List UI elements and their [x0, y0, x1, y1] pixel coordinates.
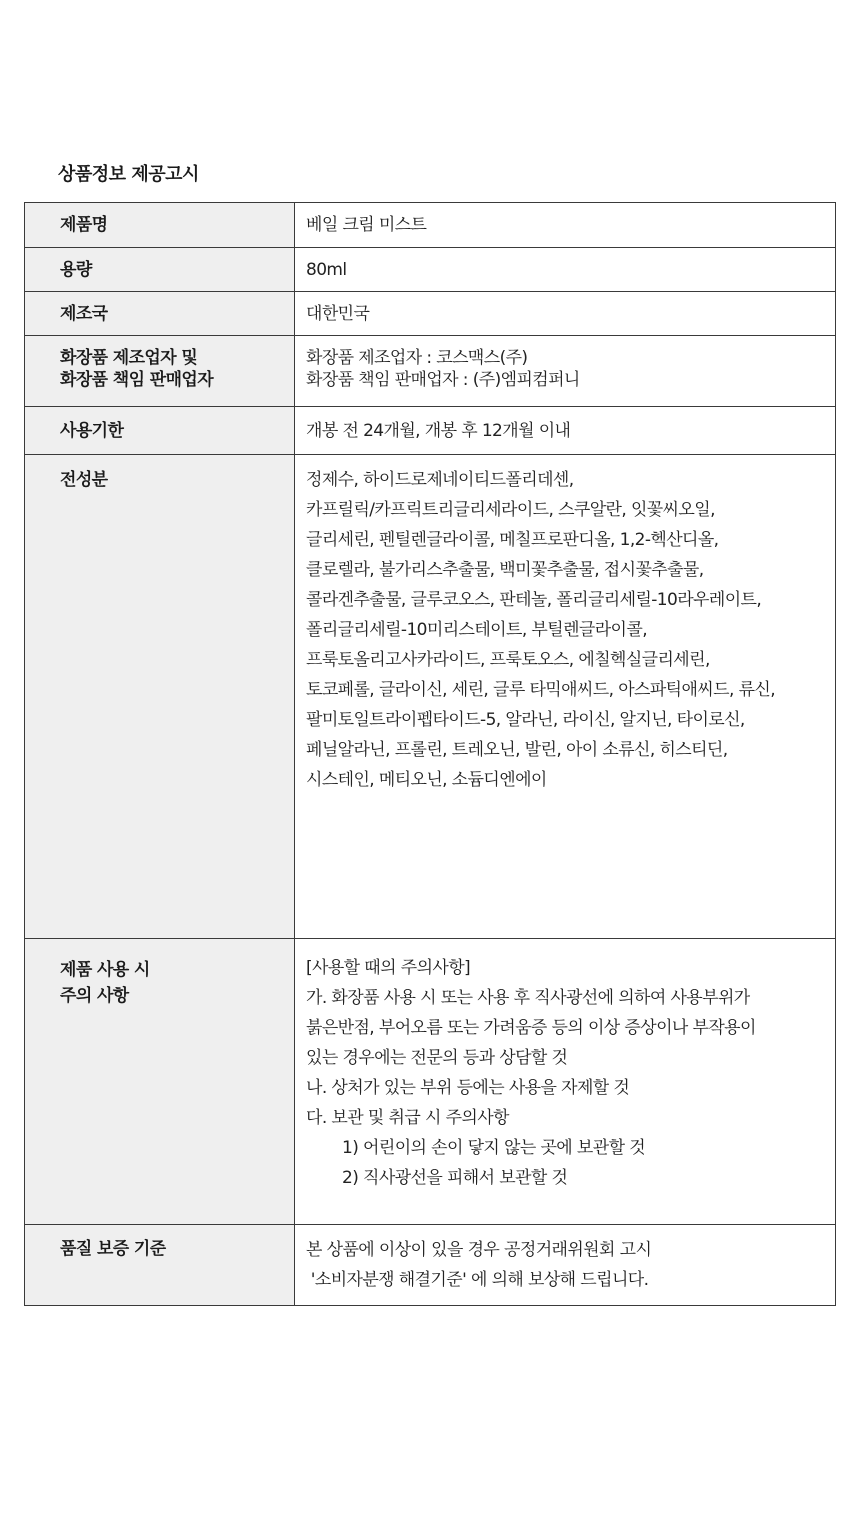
ingredient-line: 팔미토일트라이펩타이드-5, 알라닌, 라이신, 알지닌, 타이로신, — [306, 710, 745, 730]
ingredient-line: 시스테인, 메티오닌, 소듐디엔에이 — [306, 770, 547, 790]
row-value — [295, 407, 836, 455]
row-label — [25, 336, 295, 407]
table-row-ingredients — [25, 455, 836, 939]
row-value — [295, 455, 836, 939]
ingredient-line: 카프릴릭/카프릭트리글리세라이드, 스쿠알란, 잇꽃씨오일, — [306, 500, 715, 520]
caution-item: 가. 화장품 사용 시 또는 사용 후 직사광선에 의하여 사용부위가 — [306, 988, 750, 1008]
caution-heading: [사용할 때의 주의사항] — [306, 958, 471, 978]
row-value — [295, 939, 836, 1225]
row-label-text: 사용기한 — [60, 421, 124, 441]
row-label-text: 주의 사항 — [60, 986, 129, 1006]
expiry-value: 개봉 전 24개월, 개봉 후 12개월 이내 — [306, 421, 571, 441]
caution-sub-item: 2) 직사광선을 피해서 보관할 것 — [342, 1168, 568, 1188]
caution-sub-item: 1) 어린이의 손이 닿지 않는 곳에 보관할 것 — [342, 1138, 646, 1158]
row-label-text: 제품 사용 시 — [60, 960, 150, 980]
product-info-table — [24, 202, 836, 1306]
table-row-manufacturer — [25, 336, 836, 407]
seller-value: 화장품 책임 판매업자 : (주)엠피컴퍼니 — [306, 370, 580, 390]
ingredient-line: 토코페롤, 글라이신, 세린, 글루 타믹애씨드, 아스파틱애씨드, 류신, — [306, 680, 776, 700]
country-value: 대한민국 — [306, 304, 370, 324]
row-value — [295, 292, 836, 336]
row-label-text: 용량 — [60, 260, 92, 280]
table-row-caution — [25, 939, 836, 1225]
row-label — [25, 1225, 295, 1306]
row-value — [295, 248, 836, 292]
ingredient-line: 글리세린, 펜틸렌글라이콜, 메칠프로판디올, 1,2-헥산디올, — [306, 530, 719, 550]
volume-value: 80ml — [306, 260, 347, 280]
quality-value-line: 본 상품에 이상이 있을 경우 공정거래위원회 고시 — [306, 1240, 652, 1260]
ingredient-line: 정제수, 하이드로제네이티드폴리데센, — [306, 470, 574, 490]
ingredient-line: 페닐알라닌, 프롤린, 트레오닌, 발린, 아이 소류신, 히스티딘, — [306, 740, 728, 760]
manufacturer-value: 화장품 제조업자 : 코스맥스(주) — [306, 348, 528, 368]
ingredient-line: 프룩토올리고사카라이드, 프룩토오스, 에칠헥실글리세린, — [306, 650, 710, 670]
table-row-product-name — [25, 203, 836, 248]
row-label — [25, 203, 295, 248]
table-row-country — [25, 292, 836, 336]
row-label-text: 화장품 제조업자 및 — [60, 348, 198, 368]
row-value — [295, 1225, 836, 1306]
row-label — [25, 939, 295, 1225]
row-label — [25, 455, 295, 939]
table-row-expiry — [25, 407, 836, 455]
row-label-text: 품질 보증 기준 — [60, 1239, 166, 1259]
caution-item: 붉은반점, 부어오름 또는 가려움증 등의 이상 증상이나 부작용이 — [306, 1018, 756, 1038]
page-title: 상품정보 제공고시 — [58, 164, 199, 185]
row-label — [25, 407, 295, 455]
row-label-text: 제조국 — [60, 304, 108, 324]
ingredient-line: 클로렐라, 불가리스추출물, 백미꽃추출물, 접시꽃추출물, — [306, 560, 704, 580]
row-label — [25, 292, 295, 336]
product-name-value: 베일 크림 미스트 — [306, 215, 427, 235]
ingredient-line: 콜라겐추출물, 글루코오스, 판테놀, 폴리글리세릴-10라우레이트, — [306, 590, 762, 610]
table-row-volume — [25, 248, 836, 292]
quality-value-line: '소비자분쟁 해결기준' 에 의해 보상해 드립니다. — [306, 1270, 649, 1290]
caution-item: 다. 보관 및 취급 시 주의사항 — [306, 1108, 509, 1128]
caution-item: 나. 상처가 있는 부위 등에는 사용을 자제할 것 — [306, 1078, 630, 1098]
row-label — [25, 248, 295, 292]
caution-item: 있는 경우에는 전문의 등과 상담할 것 — [306, 1048, 568, 1068]
row-label-text: 전성분 — [60, 470, 108, 490]
ingredient-line: 폴리글리세릴-10미리스테이트, 부틸렌글라이콜, — [306, 620, 647, 640]
row-value — [295, 336, 836, 407]
row-label-text: 제품명 — [60, 215, 108, 235]
row-label-text: 화장품 책임 판매업자 — [60, 370, 214, 390]
row-value — [295, 203, 836, 248]
table-row-quality — [25, 1225, 836, 1306]
